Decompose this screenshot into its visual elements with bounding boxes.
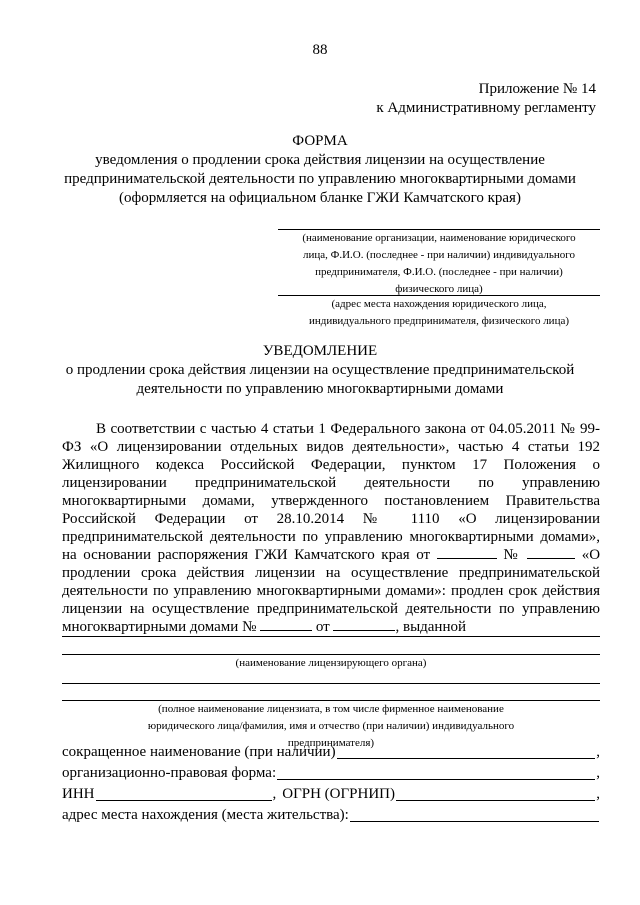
appendix-reference: [376, 80, 596, 118]
address-label: адрес места нахождения (места жительства):: [62, 807, 349, 823]
legal-form-comma: ,: [596, 765, 600, 781]
form-header: [40, 132, 600, 208]
license-number-sign: №: [242, 619, 257, 635]
appendix-line-1: Приложение № 14: [478, 81, 596, 97]
license-from-word: от: [315, 619, 330, 635]
license-issued-word: выданной: [402, 619, 467, 635]
notice-title: УВЕДОМЛЕНИЕ: [262, 343, 378, 359]
legal-form-row: [62, 764, 600, 783]
notice-subtitle-line-1: о продлении срока действия лицензии на осуществление предпринимательской: [65, 362, 575, 378]
addressee-name-note-line-3: предпринимателя, Ф.И.О. (последнее - при наличии): [315, 266, 563, 278]
licensee-name-line-1: [62, 683, 600, 684]
license-number-blank: [260, 618, 312, 631]
licensing-body-note: (наименование лицензирующего органа): [235, 657, 427, 669]
form-subtitle-line-3: (оформляется на официальном бланке ГЖИ Камчатского края): [119, 190, 521, 206]
notice-header: [40, 342, 600, 399]
ogrn-label: ОГРН (ОГРНИП): [282, 786, 396, 802]
legal-form-label: организационно-правовая форма:: [62, 765, 277, 781]
short-name-comma: ,: [596, 744, 600, 760]
form-subtitle-line-1: уведомления о продлении срока действия лицензии на осуществление: [95, 152, 545, 168]
order-number-sign: №: [503, 547, 521, 563]
addressee-name-note: [278, 230, 600, 298]
license-date-blank: [333, 618, 395, 631]
order-date-blank: [437, 546, 497, 559]
addressee-address-note-line-1: (адрес места нахождения юридического лица,: [331, 298, 547, 310]
address-row: [62, 806, 600, 825]
licensee-note-line-2: юридического лица/фамилия, имя и отчество (при наличии) индивидуального: [147, 720, 515, 732]
addressee-address-note: [278, 296, 600, 330]
inn-ogrn-row: [62, 785, 600, 804]
inn-label: ИНН: [62, 786, 95, 802]
order-number-blank: [527, 546, 575, 559]
body-text-part-2: «О продлении срока действия лицензии на осуществление предпринимательской деятельности по управлению многоквартирными домами»: продлен срок действия лицензии на осуществление предпринимательской деятельности по управлению многоквартирными домами: [62, 547, 601, 635]
addressee-name-note-line-4: физического лица): [395, 283, 483, 295]
ogrn-blank: [396, 787, 595, 801]
licensee-note-line-1: (полное наименование лицензиата, в том числе фирменное наименование: [158, 703, 504, 715]
licensee-note-line-3: предпринимателя): [287, 737, 375, 749]
form-subtitle-line-2: предпринимательской деятельности по управлению многоквартирными домами: [64, 171, 576, 187]
addressee-address-note-line-2: индивидуального предпринимателя, физического лица): [308, 315, 570, 327]
notice-body: В соответствии с частью 4 статьи 1 Федерального закона от 04.05.2011 № 99-ФЗ «О лицензировании отдельных видов деятельности», частью 4 статьи 192 Жилищного кодекса Российской Федерации, пунктом 17 Положения о лицензировании предпринимательской деятельности по управлению многоквартирными домами, утвержденного постановлением Правительства Российской Федерации от 28.10.2014 № 1110 «О лицензировании предпринимательской деятельности по управлению многоквартирными домами», на основании распоряжения ГЖИ Камчатского края от № «О продлении срока действия лицензии на осуществление предпринимательской деятельности по управлению многоквартирными домами»: продлен срок действия лицензии на осуществление предпринимательской деятельности по управлению многоквартирными домами № от , выданной: [62, 421, 601, 635]
short-name-row: [62, 743, 600, 762]
licensing-body-line-1: [62, 636, 600, 637]
page-number: 88: [312, 42, 328, 58]
notice-subtitle-line-2: деятельности по управлению многоквартирными домами: [136, 381, 504, 397]
short-name-blank: [337, 745, 596, 759]
body-text-part-1: В соответствии с частью 4 статьи 1 Федерального закона от 04.05.2011 № 99-ФЗ «О лицензировании отдельных видов деятельности», частью 4 статьи 192 Жилищного кодекса Российской Федерации, пунктом 17 Положения о лицензировании предпринимательской деятельности по управлению многоквартирными домами, утвержденного постановлением Правительства Российской Федерации от 28.10.2014 № 1110 «О лицензировании предпринимательской деятельности по управлению многоквартирными домами», на основании распоряжения ГЖИ Камчатского края от: [62, 421, 600, 563]
addressee-name-note-line-2: лица, Ф.И.О. (последнее - при наличии) индивидуального: [303, 249, 575, 261]
short-name-label: сокращенное наименование (при наличии): [62, 744, 336, 760]
legal-form-blank: [277, 766, 595, 780]
addressee-name-note-line-1: (наименование организации, наименование юридического: [302, 232, 576, 244]
appendix-line-2: к Административному регламенту: [376, 100, 596, 116]
inn-comma: ,: [272, 786, 277, 802]
ogrn-comma: ,: [596, 786, 600, 802]
inn-blank: [96, 787, 272, 801]
address-blank: [350, 808, 599, 822]
form-title: ФОРМА: [292, 133, 348, 149]
